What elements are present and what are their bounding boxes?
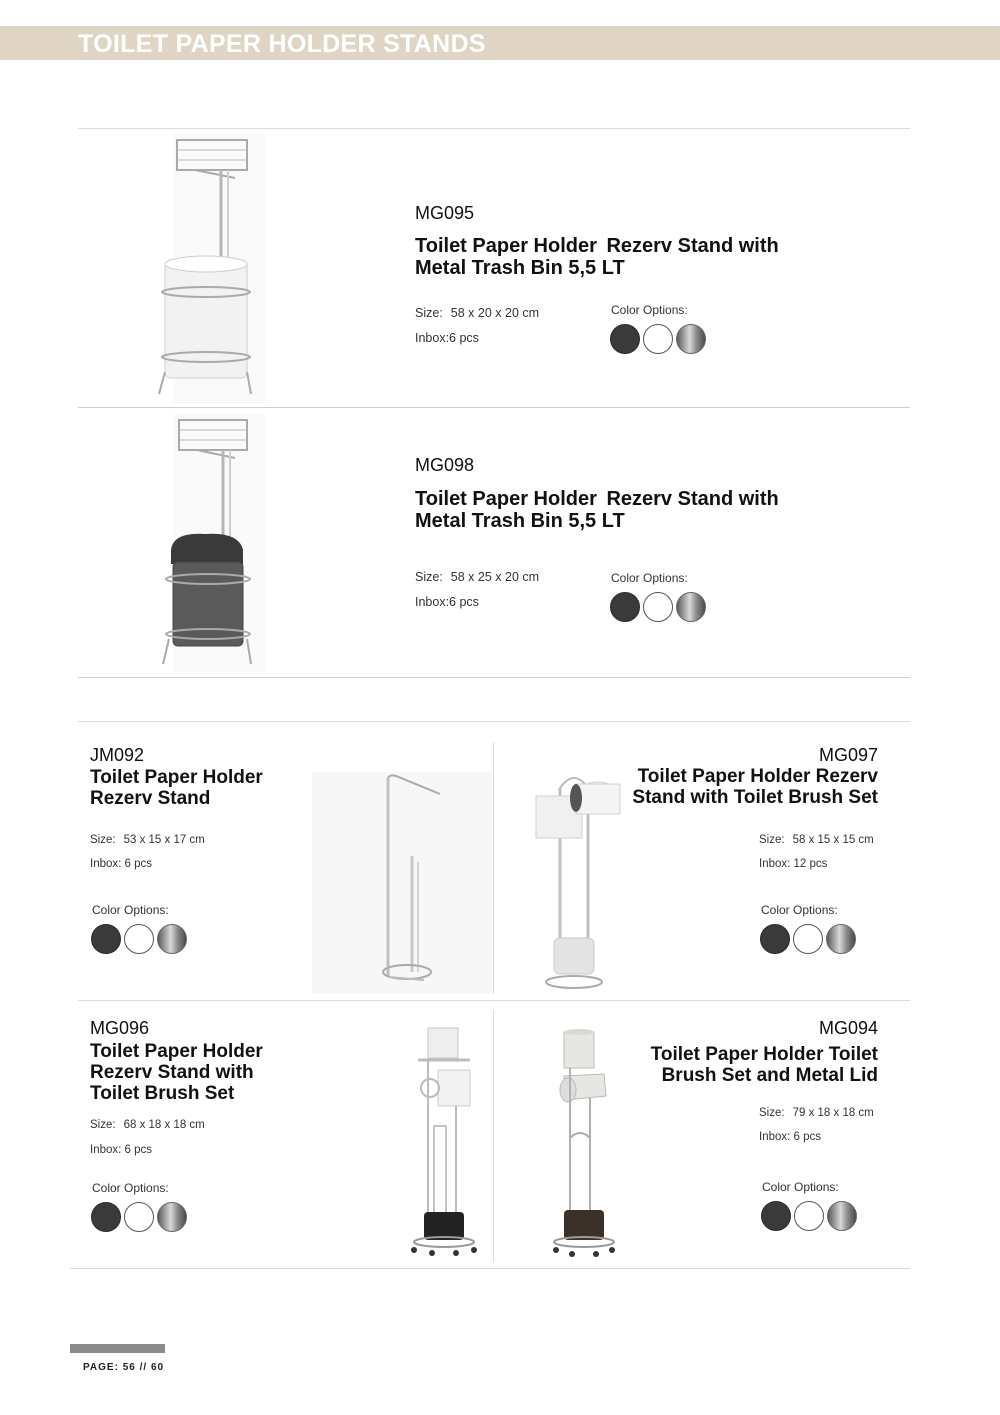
size-spec — [759, 1107, 874, 1119]
color-swatch-black — [91, 1202, 121, 1232]
color-swatch-black — [760, 924, 790, 954]
size-value: 53 x 15 x 17 cm — [123, 834, 205, 846]
size-value: 58 x 20 x 20 cm — [450, 306, 540, 320]
product-image-mg095 — [155, 132, 275, 404]
color-swatches — [610, 324, 709, 354]
color-options-label: Color Options: — [92, 903, 169, 917]
size-label: Size: — [415, 570, 443, 584]
product-title-part: Toilet Paper Holder — [415, 235, 597, 257]
divider — [78, 407, 910, 408]
product-title-part: Toilet Paper Holder — [90, 767, 263, 788]
inbox-value: 6 pcs — [124, 858, 153, 870]
size-value: 58 x 25 x 20 cm — [450, 570, 540, 584]
product-code: MG098 — [415, 455, 475, 475]
color-swatch-chrome — [827, 1201, 857, 1231]
size-value: 68 x 18 x 18 cm — [123, 1119, 205, 1131]
product-title-part: Rezerv Stand with — [90, 1062, 254, 1083]
color-swatch-chrome — [676, 592, 706, 622]
inbox-label: Inbox: — [90, 858, 122, 870]
color-swatches — [761, 1201, 860, 1231]
color-swatches — [760, 924, 859, 954]
inbox-label: Inbox: — [759, 1131, 791, 1143]
product-title-part: Toilet Paper Holder Rezerv — [637, 766, 878, 787]
product-image-mg098 — [155, 414, 275, 672]
size-spec — [90, 1119, 205, 1131]
product-image-mg096 — [408, 1026, 478, 1256]
product-title — [90, 1041, 263, 1104]
product-title-part: Toilet Brush Set — [90, 1083, 235, 1104]
color-swatch-black — [610, 592, 640, 622]
size-value: 79 x 18 x 18 cm — [792, 1107, 874, 1119]
size-label: Size: — [759, 1107, 785, 1119]
product-title — [415, 235, 835, 279]
color-options-label: Color Options: — [762, 1180, 839, 1194]
product-title — [651, 1044, 878, 1086]
inbox-value: 6 pcs — [124, 1144, 153, 1156]
size-value: 58 x 15 x 15 cm — [792, 834, 874, 846]
color-swatches — [610, 592, 709, 622]
size-spec — [759, 834, 874, 846]
color-swatch-chrome — [157, 1202, 187, 1232]
inbox-value: 6 pcs — [793, 1131, 822, 1143]
divider — [78, 1000, 910, 1001]
divider — [70, 1268, 910, 1269]
product-code: MG095 — [415, 203, 475, 223]
size-label: Size: — [759, 834, 785, 846]
header-band — [0, 26, 1000, 60]
divider — [78, 128, 910, 129]
color-swatch-white — [793, 924, 823, 954]
column-divider — [493, 742, 494, 994]
color-swatch-chrome — [826, 924, 856, 954]
product-title — [632, 766, 878, 808]
divider — [78, 721, 910, 722]
product-code: JM092 — [90, 745, 145, 765]
product-code: MG094 — [818, 1018, 878, 1038]
inbox-spec — [90, 858, 152, 870]
product-title — [90, 767, 263, 809]
inbox-spec — [759, 1131, 821, 1143]
inbox-value: 12 pcs — [793, 858, 828, 870]
size-label: Size: — [415, 306, 443, 320]
color-options-label: Color Options: — [761, 903, 838, 917]
color-swatch-black — [761, 1201, 791, 1231]
color-options-label: Color Options: — [92, 1181, 169, 1195]
product-title-part: Rezerv Stand with — [606, 488, 779, 510]
color-swatch-black — [610, 324, 640, 354]
size-label: Size: — [90, 834, 116, 846]
color-swatch-chrome — [157, 924, 187, 954]
page-title: TOILET PAPER HOLDER STANDS — [78, 30, 486, 58]
product-title-part: Rezerv Stand with — [606, 235, 779, 257]
color-swatches — [91, 1202, 190, 1232]
column-divider — [493, 1010, 494, 1262]
size-spec — [90, 834, 205, 846]
product-title-part: Toilet Paper Holder Toilet — [650, 1044, 878, 1065]
color-swatch-chrome — [676, 324, 706, 354]
color-swatch-black — [91, 924, 121, 954]
divider — [78, 677, 910, 678]
size-label: Size: — [90, 1119, 116, 1131]
product-title-part: Rezerv Stand — [90, 788, 211, 809]
product-title-part: Stand with Toilet Brush Set — [632, 787, 878, 808]
inbox-spec — [90, 1144, 152, 1156]
product-title-part: Toilet Paper Holder — [415, 488, 597, 510]
product-title-part: Metal Trash Bin 5,5 LT — [415, 257, 625, 279]
color-options-label: Color Options: — [611, 571, 688, 585]
product-code: MG097 — [818, 745, 878, 765]
color-swatch-white — [643, 324, 673, 354]
product-title-part: Metal Trash Bin 5,5 LT — [415, 510, 625, 532]
inbox-spec: Inbox:6 pcs — [415, 595, 479, 609]
product-title — [415, 488, 835, 532]
color-options-label: Color Options: — [611, 303, 688, 317]
inbox-label: Inbox: — [759, 858, 791, 870]
inbox-spec: Inbox:6 pcs — [415, 331, 479, 345]
product-title-part: Toilet Paper Holder — [90, 1041, 263, 1062]
inbox-label: Inbox: — [90, 1144, 122, 1156]
color-swatch-white — [643, 592, 673, 622]
color-swatch-white — [124, 1202, 154, 1232]
color-swatch-white — [794, 1201, 824, 1231]
size-spec — [415, 570, 539, 584]
product-image-mg097 — [528, 768, 628, 996]
color-swatches — [91, 924, 190, 954]
footer-bar — [70, 1344, 165, 1353]
product-image-jm092 — [312, 772, 492, 994]
product-code: MG096 — [90, 1018, 150, 1038]
size-spec — [415, 306, 539, 320]
page-number: PAGE: 56 // 60 — [83, 1362, 165, 1373]
product-title-part: Brush Set and Metal Lid — [661, 1065, 878, 1086]
product-image-mg094 — [550, 1028, 620, 1258]
inbox-spec — [759, 858, 827, 870]
color-swatch-white — [124, 924, 154, 954]
